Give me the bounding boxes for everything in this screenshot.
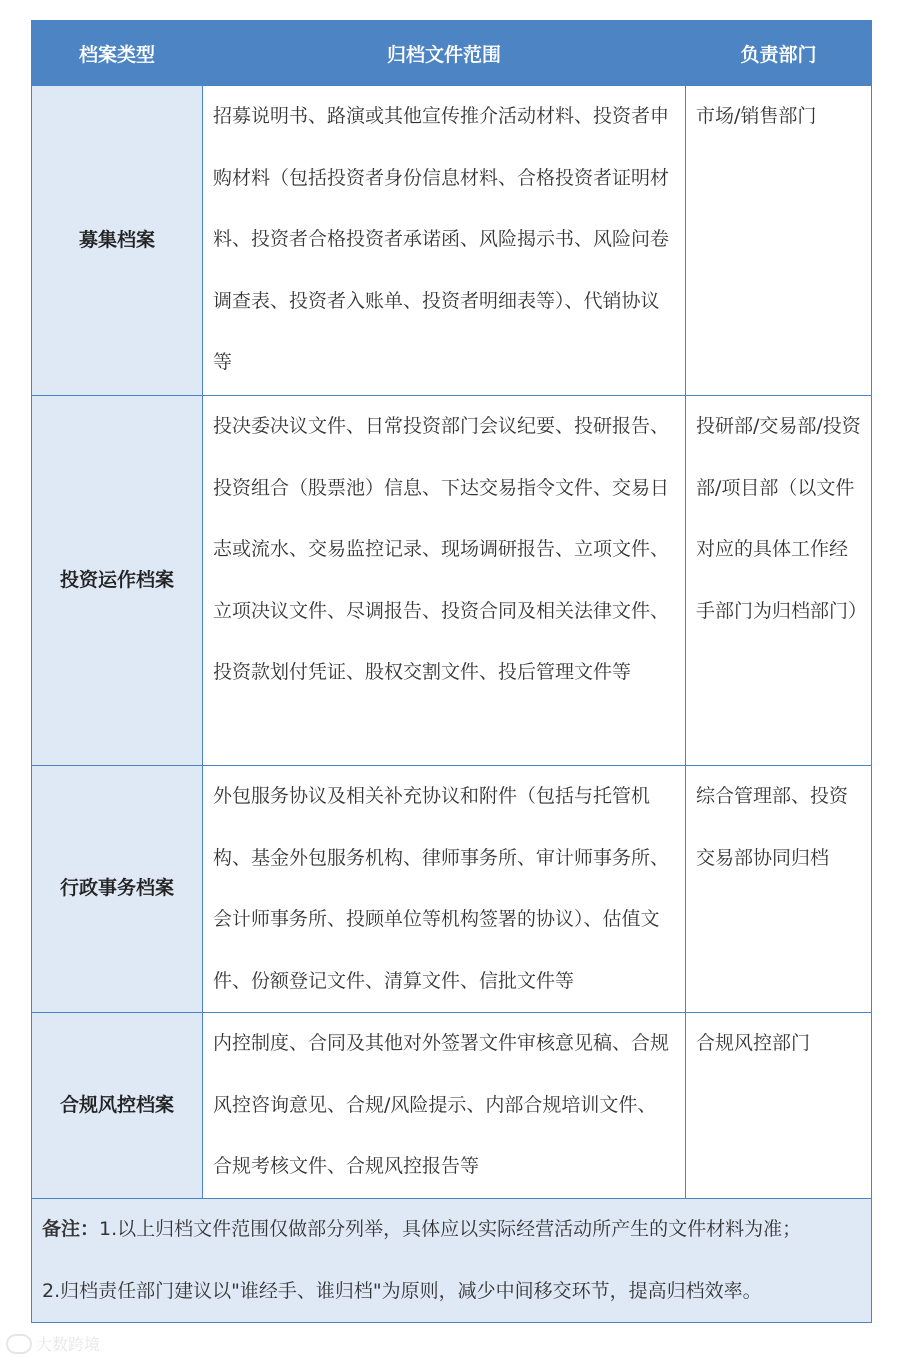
archive-table <box>31 20 872 1323</box>
archive-table-container <box>31 20 871 1323</box>
note-line-2: 2.归档责任部门建议以"谁经手、谁归档"为原则，减少中间移交环节，提高归档效率。 <box>42 1279 762 1302</box>
row-type: 投资运作档案 <box>32 396 203 766</box>
row-scope: 招募说明书、路演或其他宣传推介活动材料、投资者申购材料（包括投资者身份信息材料、合格投资者证明材料、投资者合格投资者承诺函、风险揭示书、风险问卷调查表、投资者入账单、投资者明细表等）、代销协议等 <box>203 86 686 396</box>
header-scope: 归档文件范围 <box>203 21 686 86</box>
note-label: 备注： <box>42 1218 100 1240</box>
table-row <box>32 396 872 766</box>
watermark <box>6 1332 100 1355</box>
header-dept: 负责部门 <box>686 21 872 86</box>
table-row <box>32 86 872 396</box>
header-type: 档案类型 <box>32 21 203 86</box>
note-cell <box>32 1199 872 1323</box>
row-dept: 市场/销售部门 <box>686 86 872 396</box>
row-dept: 综合管理部、投资交易部协同归档 <box>686 766 872 1013</box>
table-row <box>32 1013 872 1199</box>
row-type: 行政事务档案 <box>32 766 203 1013</box>
row-type: 合规风控档案 <box>32 1013 203 1199</box>
table-row <box>32 766 872 1013</box>
row-scope: 外包服务协议及相关补充协议和附件（包括与托管机构、基金外包服务机构、律师事务所、审计师事务所、会计师事务所、投顾单位等机构签署的协议）、估值文件、份额登记文件、清算文件、信批文件等 <box>203 766 686 1013</box>
watermark-text: 大数跨境 <box>36 1335 101 1354</box>
row-scope: 内控制度、合同及其他对外签署文件审核意见稿、合规风控咨询意见、合规/风险提示、内部合规培训文件、合规考核文件、合规风控报告等 <box>203 1013 686 1199</box>
row-dept: 合规风控部门 <box>686 1013 872 1199</box>
note-text-1: 1.以上归档文件范围仅做部分列举，具体应以实际经营活动所产生的文件材料为准； <box>99 1218 802 1240</box>
row-type: 募集档案 <box>32 86 203 396</box>
watermark-logo-icon <box>6 1334 32 1354</box>
note-row <box>32 1199 872 1323</box>
note-line-1 <box>42 1199 861 1261</box>
table-header-row <box>32 21 872 86</box>
row-dept: 投研部/交易部/投资部/项目部（以文件对应的具体工作经手部门为归档部门） <box>686 396 872 766</box>
row-scope: 投决委决议文件、日常投资部门会议纪要、投研报告、投资组合（股票池）信息、下达交易指令文件、交易日志或流水、交易监控记录、现场调研报告、立项文件、立项决议文件、尽调报告、投资合同及相关法律文件、投资款划付凭证、股权交割文件、投后管理文件等 <box>203 396 686 766</box>
